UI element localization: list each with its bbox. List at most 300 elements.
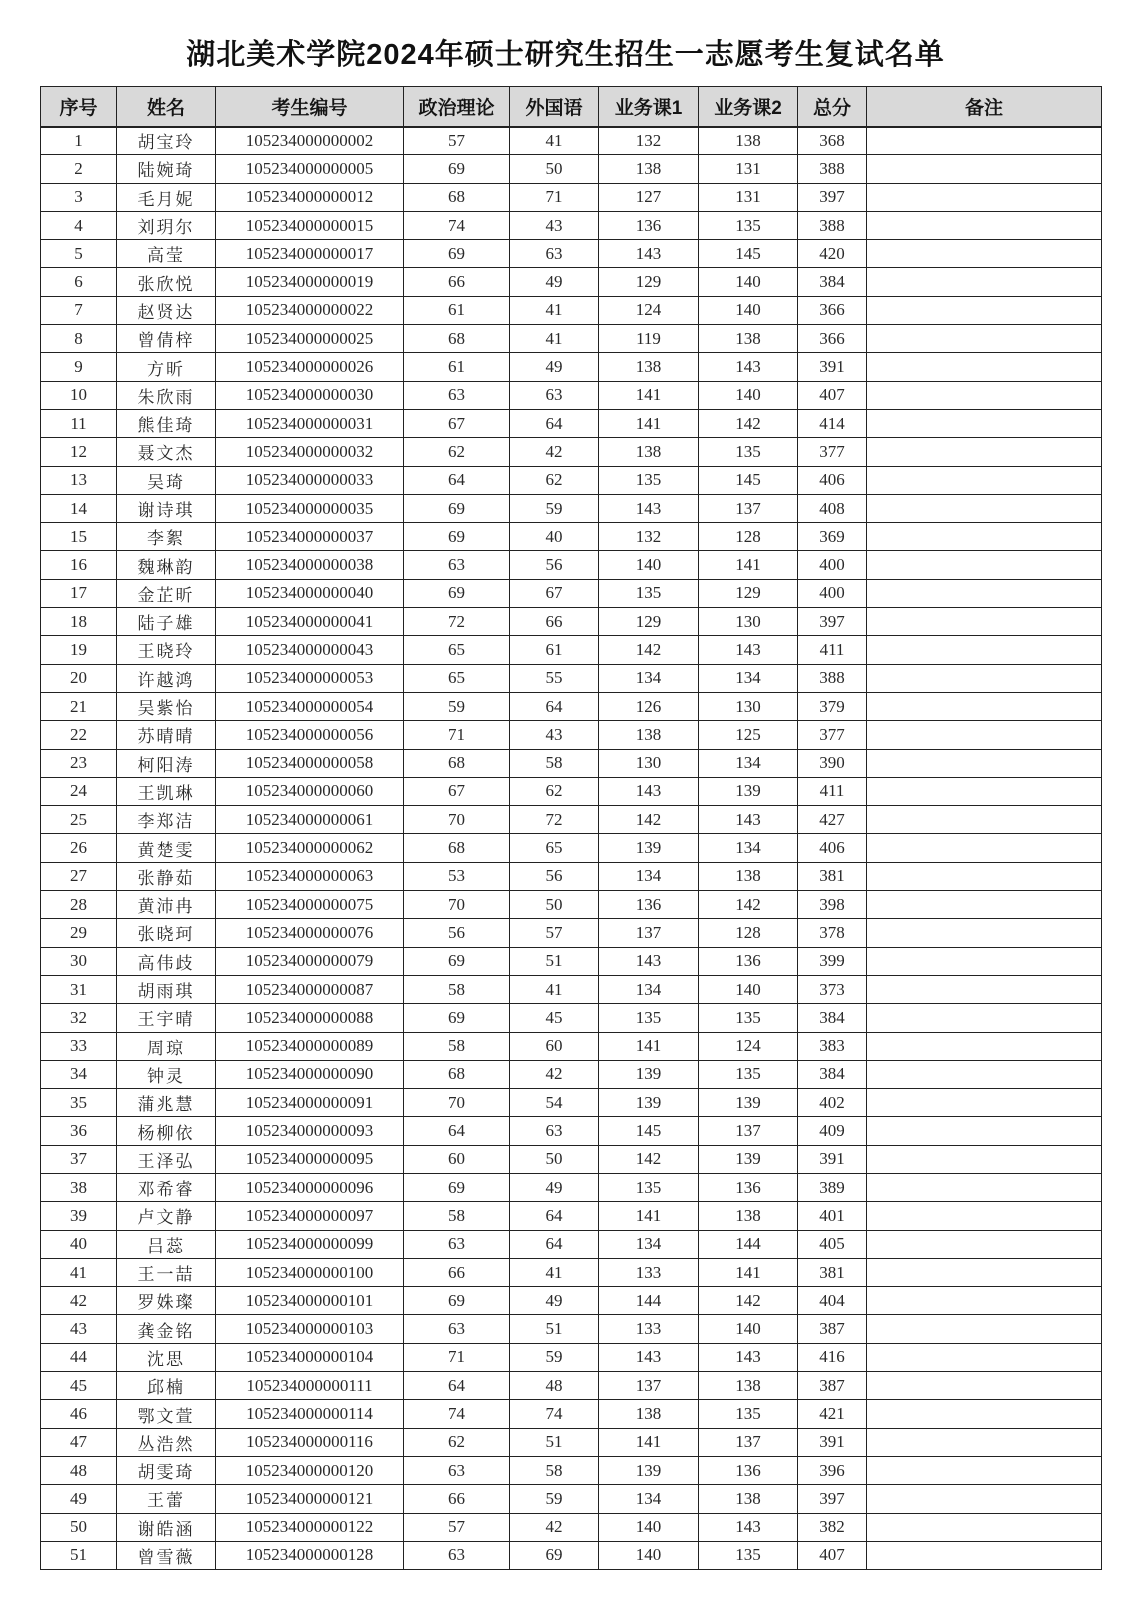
cell-name: 王晓玲 bbox=[117, 636, 216, 664]
cell-index: 50 bbox=[41, 1513, 117, 1541]
cell-index: 13 bbox=[41, 466, 117, 494]
cell-foreign-language: 62 bbox=[510, 466, 599, 494]
cell-index: 16 bbox=[41, 551, 117, 579]
cell-politics-theory: 53 bbox=[404, 862, 510, 890]
cell-name: 苏晴晴 bbox=[117, 721, 216, 749]
cell-index: 42 bbox=[41, 1287, 117, 1315]
cell-course2: 145 bbox=[699, 240, 798, 268]
cell-candidate-id: 105234000000019 bbox=[216, 268, 404, 296]
cell-remarks bbox=[867, 551, 1102, 579]
cell-course1: 141 bbox=[599, 409, 699, 437]
cell-foreign-language: 64 bbox=[510, 1230, 599, 1258]
cell-course2: 144 bbox=[699, 1230, 798, 1258]
cell-remarks bbox=[867, 325, 1102, 353]
cell-course1: 134 bbox=[599, 1230, 699, 1258]
cell-name: 龚金铭 bbox=[117, 1315, 216, 1343]
cell-politics-theory: 70 bbox=[404, 806, 510, 834]
cell-course2: 135 bbox=[699, 438, 798, 466]
cell-remarks bbox=[867, 834, 1102, 862]
cell-politics-theory: 68 bbox=[404, 325, 510, 353]
cell-remarks bbox=[867, 777, 1102, 805]
cell-name: 胡雯琦 bbox=[117, 1456, 216, 1484]
cell-foreign-language: 65 bbox=[510, 834, 599, 862]
cell-course2: 138 bbox=[699, 1372, 798, 1400]
cell-total-score: 407 bbox=[798, 1541, 867, 1569]
cell-course2: 130 bbox=[699, 608, 798, 636]
col-candidate-id: 考生编号 bbox=[216, 87, 404, 127]
cell-politics-theory: 60 bbox=[404, 1145, 510, 1173]
cell-remarks bbox=[867, 268, 1102, 296]
table-row bbox=[41, 806, 1102, 834]
cell-name: 熊佳琦 bbox=[117, 409, 216, 437]
cell-total-score: 391 bbox=[798, 1428, 867, 1456]
cell-politics-theory: 65 bbox=[404, 636, 510, 664]
cell-name: 毛月妮 bbox=[117, 183, 216, 211]
cell-foreign-language: 64 bbox=[510, 692, 599, 720]
cell-remarks bbox=[867, 664, 1102, 692]
cell-politics-theory: 58 bbox=[404, 1032, 510, 1060]
cell-course1: 129 bbox=[599, 268, 699, 296]
cell-course1: 139 bbox=[599, 834, 699, 862]
table-row bbox=[41, 579, 1102, 607]
cell-name: 鄂文萱 bbox=[117, 1400, 216, 1428]
cell-foreign-language: 63 bbox=[510, 381, 599, 409]
cell-candidate-id: 105234000000076 bbox=[216, 919, 404, 947]
cell-foreign-language: 58 bbox=[510, 749, 599, 777]
table-row bbox=[41, 1060, 1102, 1088]
cell-course1: 132 bbox=[599, 523, 699, 551]
cell-foreign-language: 41 bbox=[510, 127, 599, 155]
cell-course2: 136 bbox=[699, 947, 798, 975]
cell-index: 5 bbox=[41, 240, 117, 268]
table-row bbox=[41, 1173, 1102, 1201]
cell-candidate-id: 105234000000103 bbox=[216, 1315, 404, 1343]
col-politics-theory: 政治理论 bbox=[404, 87, 510, 127]
cell-total-score: 397 bbox=[798, 1485, 867, 1513]
cell-politics-theory: 69 bbox=[404, 240, 510, 268]
table-row bbox=[41, 240, 1102, 268]
cell-remarks bbox=[867, 806, 1102, 834]
cell-index: 15 bbox=[41, 523, 117, 551]
cell-course2: 143 bbox=[699, 1343, 798, 1371]
cell-name: 高莹 bbox=[117, 240, 216, 268]
cell-total-score: 405 bbox=[798, 1230, 867, 1258]
cell-politics-theory: 74 bbox=[404, 1400, 510, 1428]
cell-remarks bbox=[867, 1456, 1102, 1484]
cell-index: 38 bbox=[41, 1173, 117, 1201]
cell-course1: 139 bbox=[599, 1456, 699, 1484]
cell-politics-theory: 63 bbox=[404, 381, 510, 409]
cell-course2: 143 bbox=[699, 353, 798, 381]
cell-index: 2 bbox=[41, 155, 117, 183]
cell-candidate-id: 105234000000116 bbox=[216, 1428, 404, 1456]
cell-remarks bbox=[867, 1202, 1102, 1230]
cell-index: 29 bbox=[41, 919, 117, 947]
cell-foreign-language: 56 bbox=[510, 551, 599, 579]
cell-politics-theory: 67 bbox=[404, 409, 510, 437]
col-course1: 业务课1 bbox=[599, 87, 699, 127]
cell-foreign-language: 60 bbox=[510, 1032, 599, 1060]
header-row bbox=[41, 87, 1102, 127]
cell-remarks bbox=[867, 1089, 1102, 1117]
cell-course1: 129 bbox=[599, 608, 699, 636]
cell-course1: 127 bbox=[599, 183, 699, 211]
cell-remarks bbox=[867, 1541, 1102, 1569]
cell-course1: 134 bbox=[599, 664, 699, 692]
cell-total-score: 388 bbox=[798, 155, 867, 183]
cell-politics-theory: 61 bbox=[404, 296, 510, 324]
cell-total-score: 407 bbox=[798, 381, 867, 409]
cell-candidate-id: 105234000000087 bbox=[216, 975, 404, 1003]
cell-index: 18 bbox=[41, 608, 117, 636]
col-name: 姓名 bbox=[117, 87, 216, 127]
cell-candidate-id: 105234000000122 bbox=[216, 1513, 404, 1541]
cell-foreign-language: 50 bbox=[510, 1145, 599, 1173]
cell-foreign-language: 58 bbox=[510, 1456, 599, 1484]
cell-total-score: 409 bbox=[798, 1117, 867, 1145]
cell-foreign-language: 51 bbox=[510, 947, 599, 975]
cell-politics-theory: 63 bbox=[404, 1541, 510, 1569]
cell-politics-theory: 57 bbox=[404, 1513, 510, 1541]
cell-politics-theory: 68 bbox=[404, 749, 510, 777]
cell-candidate-id: 105234000000033 bbox=[216, 466, 404, 494]
cell-course2: 138 bbox=[699, 862, 798, 890]
cell-total-score: 377 bbox=[798, 438, 867, 466]
cell-total-score: 397 bbox=[798, 608, 867, 636]
cell-foreign-language: 69 bbox=[510, 1541, 599, 1569]
cell-index: 32 bbox=[41, 1004, 117, 1032]
cell-remarks bbox=[867, 579, 1102, 607]
cell-name: 卢文静 bbox=[117, 1202, 216, 1230]
cell-remarks bbox=[867, 523, 1102, 551]
cell-name: 邱楠 bbox=[117, 1372, 216, 1400]
cell-course1: 139 bbox=[599, 1060, 699, 1088]
cell-candidate-id: 105234000000099 bbox=[216, 1230, 404, 1258]
cell-course2: 134 bbox=[699, 664, 798, 692]
cell-index: 12 bbox=[41, 438, 117, 466]
cell-candidate-id: 105234000000053 bbox=[216, 664, 404, 692]
cell-course1: 143 bbox=[599, 240, 699, 268]
cell-course1: 138 bbox=[599, 155, 699, 183]
cell-foreign-language: 64 bbox=[510, 1202, 599, 1230]
cell-remarks bbox=[867, 1400, 1102, 1428]
cell-candidate-id: 105234000000096 bbox=[216, 1173, 404, 1201]
cell-politics-theory: 70 bbox=[404, 891, 510, 919]
cell-name: 吕蕊 bbox=[117, 1230, 216, 1258]
cell-name: 金芷昕 bbox=[117, 579, 216, 607]
cell-index: 27 bbox=[41, 862, 117, 890]
cell-course2: 135 bbox=[699, 1004, 798, 1032]
cell-total-score: 390 bbox=[798, 749, 867, 777]
cell-remarks bbox=[867, 1315, 1102, 1343]
cell-index: 44 bbox=[41, 1343, 117, 1371]
cell-candidate-id: 105234000000032 bbox=[216, 438, 404, 466]
cell-name: 张静茹 bbox=[117, 862, 216, 890]
cell-foreign-language: 49 bbox=[510, 1287, 599, 1315]
cell-politics-theory: 74 bbox=[404, 211, 510, 239]
cell-course2: 140 bbox=[699, 975, 798, 1003]
cell-remarks bbox=[867, 211, 1102, 239]
cell-remarks bbox=[867, 636, 1102, 664]
cell-foreign-language: 63 bbox=[510, 240, 599, 268]
cell-foreign-language: 41 bbox=[510, 975, 599, 1003]
cell-course2: 142 bbox=[699, 1287, 798, 1315]
cell-course2: 140 bbox=[699, 381, 798, 409]
cell-candidate-id: 105234000000079 bbox=[216, 947, 404, 975]
cell-candidate-id: 105234000000025 bbox=[216, 325, 404, 353]
cell-politics-theory: 68 bbox=[404, 834, 510, 862]
table-row bbox=[41, 211, 1102, 239]
cell-foreign-language: 45 bbox=[510, 1004, 599, 1032]
cell-foreign-language: 59 bbox=[510, 1343, 599, 1371]
cell-candidate-id: 105234000000088 bbox=[216, 1004, 404, 1032]
cell-foreign-language: 49 bbox=[510, 268, 599, 296]
table-row bbox=[41, 1485, 1102, 1513]
cell-name: 沈思 bbox=[117, 1343, 216, 1371]
table-row bbox=[41, 1372, 1102, 1400]
cell-total-score: 401 bbox=[798, 1202, 867, 1230]
cell-course2: 139 bbox=[699, 777, 798, 805]
cell-foreign-language: 66 bbox=[510, 608, 599, 636]
cell-candidate-id: 105234000000120 bbox=[216, 1456, 404, 1484]
cell-total-score: 411 bbox=[798, 636, 867, 664]
table-row bbox=[41, 1032, 1102, 1060]
cell-politics-theory: 57 bbox=[404, 127, 510, 155]
cell-candidate-id: 105234000000030 bbox=[216, 381, 404, 409]
cell-candidate-id: 105234000000005 bbox=[216, 155, 404, 183]
table-row bbox=[41, 1230, 1102, 1258]
cell-remarks bbox=[867, 240, 1102, 268]
cell-candidate-id: 105234000000089 bbox=[216, 1032, 404, 1060]
cell-index: 30 bbox=[41, 947, 117, 975]
cell-politics-theory: 69 bbox=[404, 1173, 510, 1201]
cell-name: 张晓珂 bbox=[117, 919, 216, 947]
cell-foreign-language: 64 bbox=[510, 409, 599, 437]
cell-total-score: 383 bbox=[798, 1032, 867, 1060]
cell-politics-theory: 71 bbox=[404, 1343, 510, 1371]
cell-foreign-language: 57 bbox=[510, 919, 599, 947]
cell-politics-theory: 64 bbox=[404, 1372, 510, 1400]
cell-foreign-language: 54 bbox=[510, 1089, 599, 1117]
cell-name: 黄沛冉 bbox=[117, 891, 216, 919]
cell-course1: 133 bbox=[599, 1258, 699, 1286]
cell-course1: 138 bbox=[599, 353, 699, 381]
table-row bbox=[41, 353, 1102, 381]
cell-total-score: 391 bbox=[798, 353, 867, 381]
cell-index: 11 bbox=[41, 409, 117, 437]
cell-course1: 134 bbox=[599, 1485, 699, 1513]
table-row bbox=[41, 1004, 1102, 1032]
score-table-header bbox=[41, 87, 1102, 127]
cell-total-score: 377 bbox=[798, 721, 867, 749]
cell-candidate-id: 105234000000031 bbox=[216, 409, 404, 437]
table-row bbox=[41, 664, 1102, 692]
cell-index: 20 bbox=[41, 664, 117, 692]
cell-remarks bbox=[867, 381, 1102, 409]
cell-course2: 130 bbox=[699, 692, 798, 720]
cell-remarks bbox=[867, 891, 1102, 919]
cell-remarks bbox=[867, 466, 1102, 494]
cell-total-score: 368 bbox=[798, 127, 867, 155]
cell-course2: 134 bbox=[699, 749, 798, 777]
cell-total-score: 382 bbox=[798, 1513, 867, 1541]
cell-name: 聂文杰 bbox=[117, 438, 216, 466]
table-row bbox=[41, 1287, 1102, 1315]
cell-index: 37 bbox=[41, 1145, 117, 1173]
table-row bbox=[41, 127, 1102, 155]
cell-total-score: 379 bbox=[798, 692, 867, 720]
cell-candidate-id: 105234000000061 bbox=[216, 806, 404, 834]
cell-index: 49 bbox=[41, 1485, 117, 1513]
cell-politics-theory: 66 bbox=[404, 1485, 510, 1513]
cell-candidate-id: 105234000000037 bbox=[216, 523, 404, 551]
cell-index: 48 bbox=[41, 1456, 117, 1484]
score-table-body bbox=[41, 127, 1102, 1570]
cell-candidate-id: 105234000000041 bbox=[216, 608, 404, 636]
cell-course1: 142 bbox=[599, 1145, 699, 1173]
cell-name: 曾雪薇 bbox=[117, 1541, 216, 1569]
cell-course2: 138 bbox=[699, 1485, 798, 1513]
table-row bbox=[41, 409, 1102, 437]
cell-foreign-language: 61 bbox=[510, 636, 599, 664]
cell-candidate-id: 105234000000026 bbox=[216, 353, 404, 381]
cell-course2: 138 bbox=[699, 1202, 798, 1230]
cell-name: 方昕 bbox=[117, 353, 216, 381]
cell-name: 柯阳涛 bbox=[117, 749, 216, 777]
table-row bbox=[41, 1428, 1102, 1456]
cell-total-score: 369 bbox=[798, 523, 867, 551]
cell-name: 王泽弘 bbox=[117, 1145, 216, 1173]
cell-course1: 143 bbox=[599, 777, 699, 805]
cell-index: 33 bbox=[41, 1032, 117, 1060]
table-row bbox=[41, 721, 1102, 749]
cell-candidate-id: 105234000000104 bbox=[216, 1343, 404, 1371]
cell-name: 曾倩梓 bbox=[117, 325, 216, 353]
cell-foreign-language: 42 bbox=[510, 1060, 599, 1088]
cell-total-score: 387 bbox=[798, 1372, 867, 1400]
table-row bbox=[41, 1315, 1102, 1343]
cell-foreign-language: 50 bbox=[510, 891, 599, 919]
cell-total-score: 400 bbox=[798, 551, 867, 579]
table-row bbox=[41, 1541, 1102, 1569]
cell-course1: 119 bbox=[599, 325, 699, 353]
cell-index: 51 bbox=[41, 1541, 117, 1569]
cell-politics-theory: 59 bbox=[404, 692, 510, 720]
cell-index: 36 bbox=[41, 1117, 117, 1145]
table-row bbox=[41, 494, 1102, 522]
table-row bbox=[41, 438, 1102, 466]
cell-politics-theory: 68 bbox=[404, 183, 510, 211]
cell-total-score: 396 bbox=[798, 1456, 867, 1484]
cell-name: 周琼 bbox=[117, 1032, 216, 1060]
cell-course1: 145 bbox=[599, 1117, 699, 1145]
cell-total-score: 399 bbox=[798, 947, 867, 975]
cell-candidate-id: 105234000000060 bbox=[216, 777, 404, 805]
cell-index: 22 bbox=[41, 721, 117, 749]
table-row bbox=[41, 1258, 1102, 1286]
table-row bbox=[41, 1089, 1102, 1117]
table-row bbox=[41, 268, 1102, 296]
cell-candidate-id: 105234000000090 bbox=[216, 1060, 404, 1088]
cell-candidate-id: 105234000000062 bbox=[216, 834, 404, 862]
cell-candidate-id: 105234000000035 bbox=[216, 494, 404, 522]
cell-total-score: 406 bbox=[798, 834, 867, 862]
cell-course1: 139 bbox=[599, 1089, 699, 1117]
cell-course1: 138 bbox=[599, 721, 699, 749]
cell-name: 钟灵 bbox=[117, 1060, 216, 1088]
cell-course2: 139 bbox=[699, 1089, 798, 1117]
cell-remarks bbox=[867, 947, 1102, 975]
cell-foreign-language: 67 bbox=[510, 579, 599, 607]
cell-remarks bbox=[867, 721, 1102, 749]
cell-course2: 142 bbox=[699, 891, 798, 919]
cell-course1: 141 bbox=[599, 381, 699, 409]
table-row bbox=[41, 1202, 1102, 1230]
cell-candidate-id: 105234000000063 bbox=[216, 862, 404, 890]
cell-course1: 133 bbox=[599, 1315, 699, 1343]
cell-course1: 137 bbox=[599, 919, 699, 947]
cell-total-score: 416 bbox=[798, 1343, 867, 1371]
cell-course1: 140 bbox=[599, 1513, 699, 1541]
cell-foreign-language: 72 bbox=[510, 806, 599, 834]
cell-course1: 126 bbox=[599, 692, 699, 720]
cell-total-score: 366 bbox=[798, 296, 867, 324]
table-row bbox=[41, 296, 1102, 324]
cell-politics-theory: 69 bbox=[404, 155, 510, 183]
cell-politics-theory: 56 bbox=[404, 919, 510, 947]
cell-index: 26 bbox=[41, 834, 117, 862]
cell-politics-theory: 72 bbox=[404, 608, 510, 636]
cell-name: 蒲兆慧 bbox=[117, 1089, 216, 1117]
cell-foreign-language: 63 bbox=[510, 1117, 599, 1145]
cell-course2: 143 bbox=[699, 1513, 798, 1541]
cell-foreign-language: 62 bbox=[510, 777, 599, 805]
cell-remarks bbox=[867, 692, 1102, 720]
cell-remarks bbox=[867, 862, 1102, 890]
cell-course1: 138 bbox=[599, 438, 699, 466]
cell-course2: 131 bbox=[699, 155, 798, 183]
cell-total-score: 400 bbox=[798, 579, 867, 607]
cell-name: 王一喆 bbox=[117, 1258, 216, 1286]
cell-politics-theory: 67 bbox=[404, 777, 510, 805]
col-index: 序号 bbox=[41, 87, 117, 127]
table-row bbox=[41, 975, 1102, 1003]
cell-course2: 141 bbox=[699, 1258, 798, 1286]
cell-course2: 135 bbox=[699, 1541, 798, 1569]
cell-course1: 143 bbox=[599, 1343, 699, 1371]
cell-candidate-id: 105234000000095 bbox=[216, 1145, 404, 1173]
cell-remarks bbox=[867, 1032, 1102, 1060]
cell-total-score: 384 bbox=[798, 1004, 867, 1032]
cell-index: 23 bbox=[41, 749, 117, 777]
cell-index: 7 bbox=[41, 296, 117, 324]
table-row bbox=[41, 891, 1102, 919]
cell-politics-theory: 68 bbox=[404, 1060, 510, 1088]
cell-name: 李絮 bbox=[117, 523, 216, 551]
cell-course2: 145 bbox=[699, 466, 798, 494]
cell-course1: 140 bbox=[599, 551, 699, 579]
cell-foreign-language: 42 bbox=[510, 1513, 599, 1541]
cell-index: 46 bbox=[41, 1400, 117, 1428]
cell-name: 陆婉琦 bbox=[117, 155, 216, 183]
cell-index: 9 bbox=[41, 353, 117, 381]
cell-course2: 135 bbox=[699, 211, 798, 239]
cell-course2: 138 bbox=[699, 127, 798, 155]
cell-course2: 128 bbox=[699, 919, 798, 947]
cell-course1: 141 bbox=[599, 1032, 699, 1060]
cell-name: 胡宝玲 bbox=[117, 127, 216, 155]
cell-foreign-language: 43 bbox=[510, 721, 599, 749]
